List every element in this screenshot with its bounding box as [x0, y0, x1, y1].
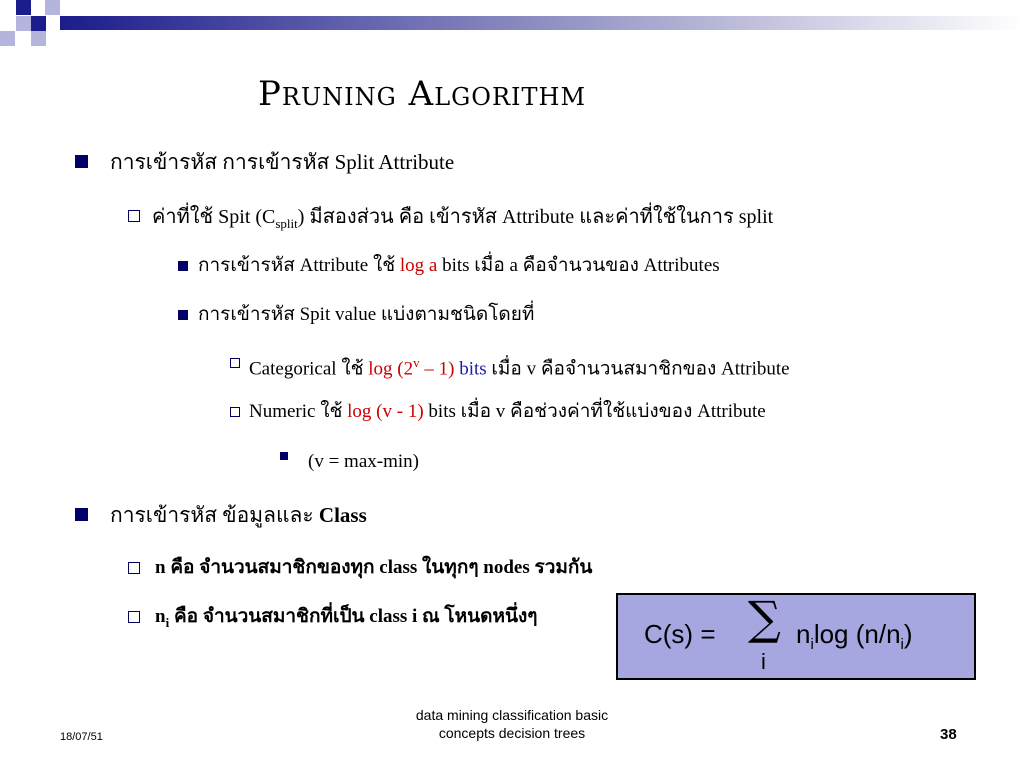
bullet-text: Numeric ใช้ log (v - 1) bits เมื่อ v คือช่วงค่าที่ใช้แบ่งของ Attribute [249, 401, 766, 422]
bullet-square-filled [178, 261, 188, 271]
bullet-square-filled [75, 508, 88, 521]
footer-date: 18/07/51 [60, 731, 103, 743]
decor-square [31, 31, 46, 46]
decor-square [16, 16, 31, 31]
footer-caption: data mining classification basic concepts decision trees [415, 707, 609, 741]
bullet-square-filled [280, 452, 288, 460]
decor-square [45, 0, 60, 15]
bullet-square-hollow [230, 358, 240, 368]
bullet-text: การเข้ารหัส ข้อมูลและ Class [110, 503, 367, 527]
bullet-square-hollow [128, 611, 140, 623]
bullet-text: n คือ จำนวนสมาชิกของทุก class ในทุกๆ nodes รวมกัน [155, 557, 593, 578]
bullet-square-hollow [128, 210, 140, 222]
formula-box [616, 593, 976, 680]
decor-square [16, 0, 31, 15]
page-number: 38 [940, 726, 957, 743]
bullet-text: การเข้ารหัส การเข้ารหัส Split Attribute [110, 150, 455, 174]
formula-rhs: $n_i\log$ $(n/n_i)$ [796, 619, 913, 654]
bullet-text: (v = max-min) [308, 451, 419, 472]
bullet-text: ค่าที่ใช้ Spit $(C_{split})$ มีสองส่วน คือ เข้ารหัส Attribute และค่าที่ใช้ในการ split [152, 206, 774, 231]
bullet-text: Categorical ใช้ log (2$^v$ – 1) bits เมื่อ v คือจำนวนสมาชิกของ Attribute [249, 355, 790, 380]
decor-square [0, 31, 15, 46]
bullet-square-filled [75, 155, 88, 168]
formula-lhs: C(s) = [644, 619, 716, 649]
bullet-square-hollow [230, 407, 240, 417]
bullet-text: การเข้ารหัส Spit value แบ่งตามชนิดโดยที่ [198, 304, 535, 325]
bullet-square-hollow [128, 562, 140, 574]
sigma-symbol: ∑ [748, 591, 781, 645]
bullet-text: $n_i$ คือ จำนวนสมาชิกที่เป็น class i ณ โหนดหนึ่งๆ [155, 606, 538, 630]
sigma-index: i [761, 649, 766, 674]
header-gradient-bar [0, 0, 1024, 48]
slide-title: Pruning Algorithm [258, 74, 587, 114]
bullet-square-filled [178, 310, 188, 320]
decor-square [31, 16, 46, 31]
bullet-text: การเข้ารหัส Attribute ใช้ log a bits เมื่อ a คือจำนวนของ Attributes [198, 255, 720, 276]
